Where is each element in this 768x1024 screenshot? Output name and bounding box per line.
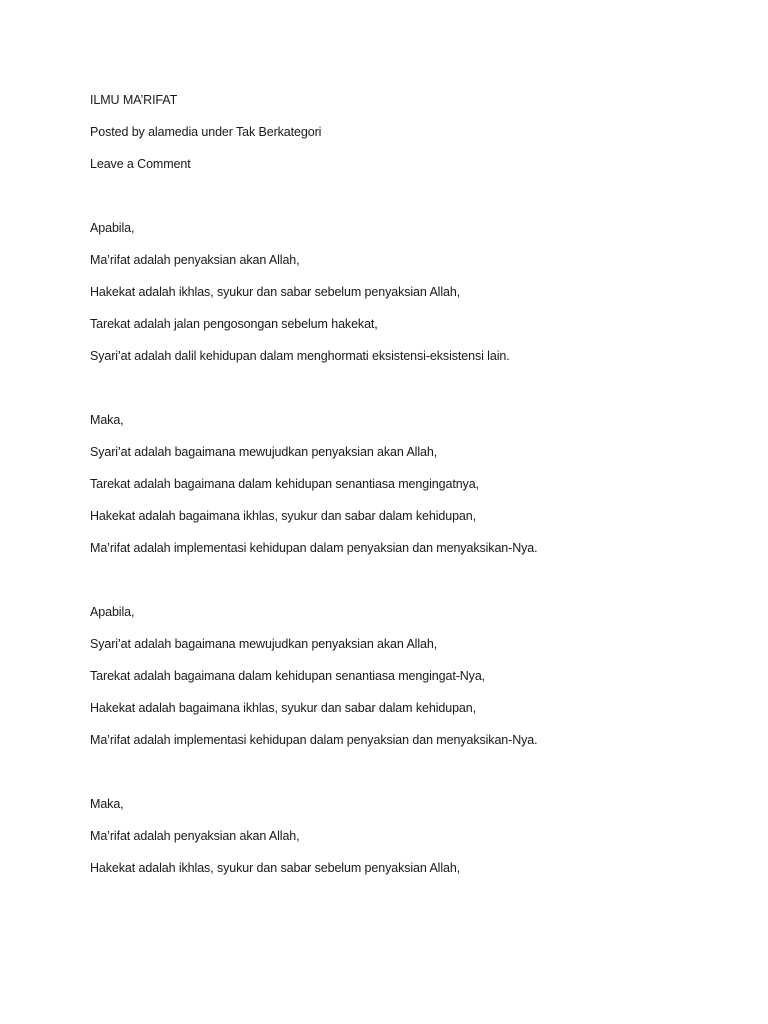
section-heading: Maka, (90, 797, 124, 811)
section-heading: Maka, (90, 413, 124, 427)
section-gap (90, 572, 730, 604)
section-line: Hakekat adalah bagaimana ikhlas, syukur dan sabar dalam kehidupan, (90, 509, 477, 523)
section-gap (90, 764, 730, 796)
section-line: Ma’rifat adalah implementasi kehidupan dalam penyaksian dan menyaksikan-Nya. (90, 733, 538, 747)
section-line: Syari’at adalah bagaimana mewujudkan penyaksian akan Allah, (90, 445, 438, 459)
section-line: Ma’rifat adalah penyaksian akan Allah, (90, 829, 300, 843)
post-meta: Posted by alamedia under Tak Berkategori (90, 125, 322, 139)
section-line: Ma’rifat adalah implementasi kehidupan dalam penyaksian dan menyaksikan-Nya. (90, 541, 538, 555)
section-line: Hakekat adalah ikhlas, syukur dan sabar sebelum penyaksian Allah, (90, 285, 461, 299)
section-heading: Apabila, (90, 605, 135, 619)
section-line: Syari’at adalah dalil kehidupan dalam menghormati eksistensi-eksistensi lain. (90, 349, 510, 363)
section-line: Tarekat adalah bagaimana dalam kehidupan senantiasa mengingat-Nya, (90, 669, 486, 683)
leave-comment-text: Leave a Comment (90, 157, 191, 171)
section-line: Tarekat adalah bagaimana dalam kehidupan senantiasa mengingatnya, (90, 477, 479, 491)
section-line: Ma’rifat adalah penyaksian akan Allah, (90, 253, 300, 267)
section-gap (90, 380, 730, 412)
section-line: Syari’at adalah bagaimana mewujudkan penyaksian akan Allah, (90, 637, 438, 651)
section-line: Tarekat adalah jalan pengosongan sebelum hakekat, (90, 317, 378, 331)
section-gap (90, 188, 730, 220)
section-line: Hakekat adalah bagaimana ikhlas, syukur dan sabar dalam kehidupan, (90, 701, 477, 715)
document-title: ILMU MA’RIFAT (90, 93, 178, 107)
section-heading: Apabila, (90, 221, 135, 235)
section-line: Hakekat adalah ikhlas, syukur dan sabar sebelum penyaksian Allah, (90, 861, 461, 875)
document-page (90, 92, 730, 892)
